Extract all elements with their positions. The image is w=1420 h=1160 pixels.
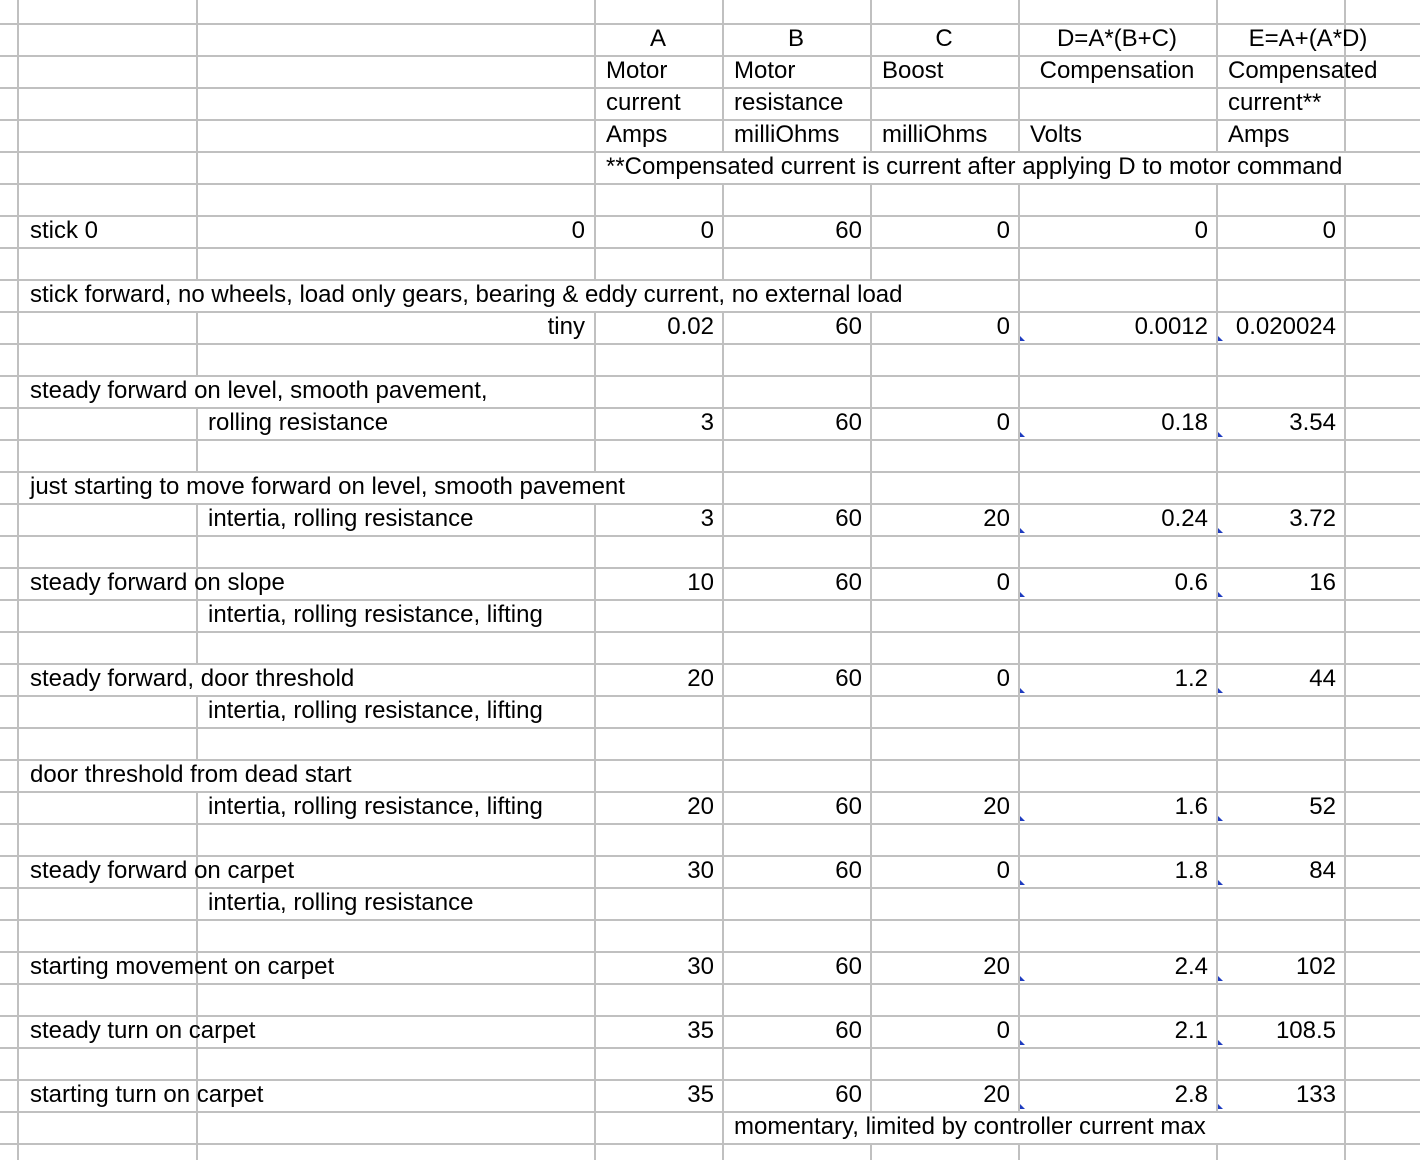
cell-b[interactable]: 60 [835,953,862,980]
cell-a[interactable]: 20 [687,665,714,692]
cell-a[interactable]: 35 [687,1081,714,1108]
cell-c[interactable]: 20 [983,1081,1010,1108]
col-d-line1[interactable]: Compensation [1039,57,1195,84]
row-subtitle[interactable]: rolling resistance [208,409,389,436]
cell-d[interactable]: 1.8 [1174,857,1208,884]
row-title[interactable]: stick forward, no wheels, load only gears, bearing & eddy current, no external load [30,281,903,308]
row-title[interactable]: steady forward on carpet [30,857,295,884]
cell-d[interactable]: 0.18 [1161,409,1208,436]
row-title[interactable]: starting turn on carpet [30,1081,264,1108]
col-b-line2[interactable]: resistance [734,89,844,116]
col-a-unit[interactable]: Amps [606,121,668,148]
cell-d[interactable]: 1.6 [1174,793,1208,820]
col-a-line1[interactable]: Motor [606,57,668,84]
row-subtitle[interactable]: intertia, rolling resistance [208,889,474,916]
cell-c[interactable]: 0 [996,313,1010,340]
comment-marker-icon[interactable] [1020,816,1025,821]
row-subtitle[interactable]: intertia, rolling resistance [208,505,474,532]
comment-marker-icon[interactable] [1020,880,1025,885]
cell-a[interactable]: 35 [687,1017,714,1044]
cell-c[interactable]: 20 [983,505,1010,532]
cell-d[interactable]: 0 [1194,217,1208,244]
comment-marker-icon[interactable] [1218,432,1223,437]
row-title[interactable]: steady forward, door threshold [30,665,355,692]
gridline [0,247,1420,249]
row-title[interactable]: just starting to move forward on level, smooth pavement [30,473,625,500]
gridline [17,0,19,1160]
col-c-unit[interactable]: milliOhms [882,121,988,148]
gridline [0,439,1420,441]
row-subtitle[interactable]: intertia, rolling resistance, lifting [208,601,543,628]
cell-c[interactable]: 20 [983,793,1010,820]
cell-b[interactable]: 60 [835,1017,862,1044]
comment-marker-icon[interactable] [1218,1104,1223,1109]
cell-b[interactable]: 60 [835,569,862,596]
gridline [0,1143,1420,1145]
cell-e[interactable]: 133 [1295,1081,1336,1108]
cell-e[interactable]: 84 [1309,857,1336,884]
col-b-line1[interactable]: Motor [734,57,796,84]
gridline [0,535,1420,537]
gridline [0,919,1420,921]
cell-e[interactable]: 0.020024 [1235,313,1336,340]
cell-e[interactable]: 44 [1309,665,1336,692]
col-d-unit[interactable]: Volts [1030,121,1083,148]
cell-a[interactable]: 3 [700,505,714,532]
comment-marker-icon[interactable] [1218,1040,1223,1045]
cell-value[interactable]: 0 [571,217,585,244]
cell-a[interactable]: 0 [700,217,714,244]
cell-b[interactable]: 60 [835,857,862,884]
row-title[interactable]: steady forward on level, smooth pavement, [30,377,488,404]
cell-e[interactable]: 16 [1309,569,1336,596]
cell-c[interactable]: 0 [996,665,1010,692]
cell-a[interactable]: 10 [687,569,714,596]
row-title[interactable]: starting movement on carpet [30,953,335,980]
comment-marker-icon[interactable] [1020,976,1025,981]
cell-b[interactable]: 60 [835,409,862,436]
footnote[interactable]: **Compensated current is current after applying D to motor command [606,153,1343,180]
col-e-letter[interactable]: E=A+(A*D) [1248,25,1368,52]
col-a-line2[interactable]: current [606,89,681,116]
comment-marker-icon[interactable] [1020,688,1025,693]
row-title[interactable]: door threshold from dead start [30,761,352,788]
col-e-unit[interactable]: Amps [1228,121,1290,148]
cell-b[interactable]: 60 [835,313,862,340]
row-subtitle[interactable]: intertia, rolling resistance, lifting [208,793,543,820]
cell-b[interactable]: 60 [835,1081,862,1108]
col-a-letter[interactable]: A [649,25,666,52]
gridline [0,1047,1420,1049]
comment-marker-icon[interactable] [1020,592,1025,597]
cell-e[interactable]: 3.72 [1289,505,1336,532]
comment-marker-icon[interactable] [1218,880,1223,885]
comment-marker-icon[interactable] [1218,592,1223,597]
col-b-unit[interactable]: milliOhms [734,121,840,148]
gridline [0,119,1420,121]
gridline [0,727,1420,729]
cell-e[interactable]: 52 [1309,793,1336,820]
cell-a[interactable]: 3 [700,409,714,436]
cell-d[interactable]: 1.2 [1174,665,1208,692]
cell-e[interactable]: 0 [1322,217,1336,244]
col-b-letter[interactable]: B [787,25,804,52]
cell-e[interactable]: 3.54 [1289,409,1336,436]
cell-d[interactable]: 0.0012 [1134,313,1208,340]
cell-d[interactable]: 0.6 [1174,569,1208,596]
col-c-letter[interactable]: C [935,25,953,52]
col-e-line1[interactable]: Compensated [1228,57,1378,84]
cell-c[interactable]: 0 [996,217,1010,244]
cell-a[interactable]: 0.02 [667,313,714,340]
row-label[interactable]: stick 0 [30,217,99,244]
gridline [0,983,1420,985]
col-c-line1[interactable]: Boost [882,57,944,84]
cell-b[interactable]: 60 [835,505,862,532]
gridline [0,343,1420,345]
cell-d[interactable]: 0.24 [1161,505,1208,532]
cell-c[interactable]: 0 [996,857,1010,884]
cell-c[interactable]: 0 [996,1017,1010,1044]
cell-b[interactable]: 60 [835,793,862,820]
comment-marker-icon[interactable] [1020,1040,1025,1045]
col-d-letter[interactable]: D=A*(B+C) [1056,25,1178,52]
comment-marker-icon[interactable] [1020,336,1025,341]
cell-d[interactable]: 2.4 [1174,953,1208,980]
cell-a[interactable]: 30 [687,857,714,884]
cell-value[interactable]: tiny [547,313,585,340]
gridline [0,87,1420,89]
comment-marker-icon[interactable] [1218,528,1223,533]
row-title[interactable]: steady turn on carpet [30,1017,256,1044]
cell-d[interactable]: 2.1 [1174,1017,1208,1044]
cell-d[interactable]: 2.8 [1174,1081,1208,1108]
row-title[interactable]: steady forward on slope [30,569,285,596]
row-note[interactable]: momentary, limited by controller current max [734,1113,1206,1140]
comment-marker-icon[interactable] [1020,528,1025,533]
comment-marker-icon[interactable] [1218,976,1223,981]
cell-a[interactable]: 20 [687,793,714,820]
cell-c[interactable]: 20 [983,953,1010,980]
cell-b[interactable]: 60 [835,217,862,244]
row-subtitle[interactable]: intertia, rolling resistance, lifting [208,697,543,724]
cell-e[interactable]: 108.5 [1275,1017,1336,1044]
gridline [0,631,1420,633]
cell-e[interactable]: 102 [1295,953,1336,980]
comment-marker-icon[interactable] [1218,688,1223,693]
col-e-line2[interactable]: current** [1228,89,1322,116]
comment-marker-icon[interactable] [1020,1104,1025,1109]
gridline [0,183,1420,185]
cell-b[interactable]: 60 [835,665,862,692]
comment-marker-icon[interactable] [1218,816,1223,821]
cell-c[interactable]: 0 [996,569,1010,596]
cell-a[interactable]: 30 [687,953,714,980]
comment-marker-icon[interactable] [1020,432,1025,437]
comment-marker-icon[interactable] [1218,336,1223,341]
cell-c[interactable]: 0 [996,409,1010,436]
gridline [0,823,1420,825]
